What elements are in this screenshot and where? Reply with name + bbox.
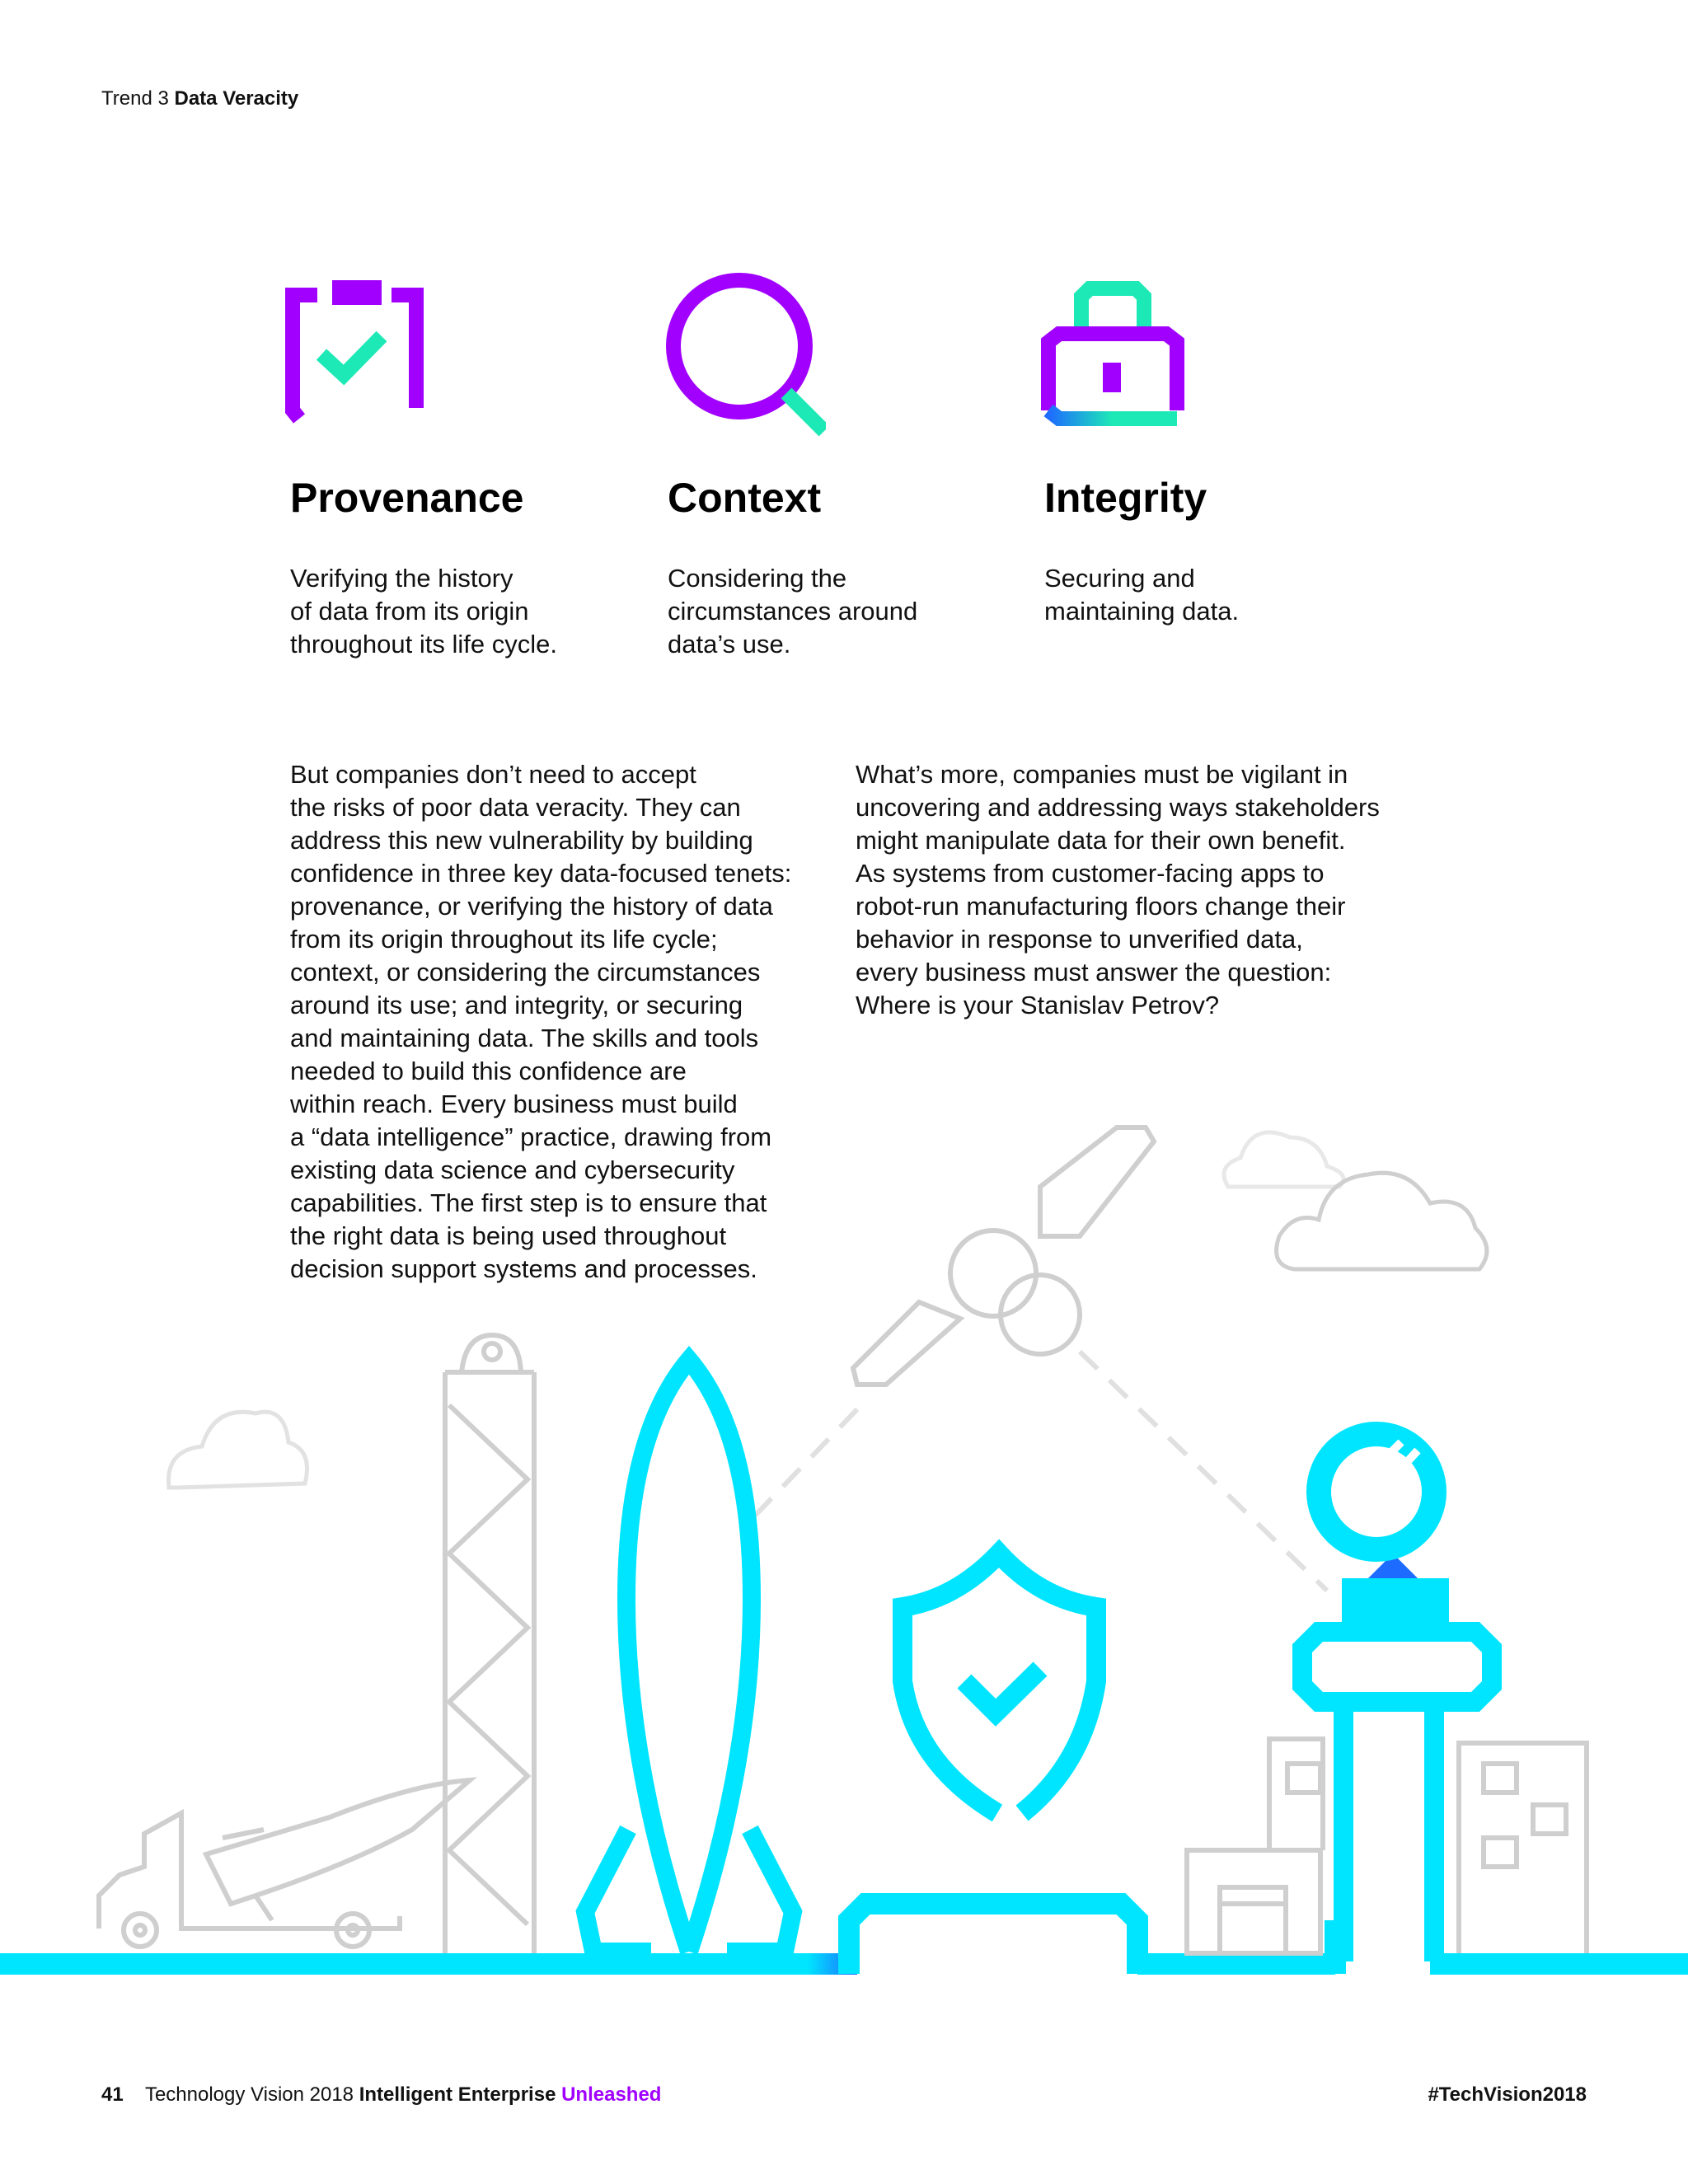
- magnifier-icon: [661, 272, 826, 445]
- trend-label: Trend 3: [101, 87, 169, 110]
- footer-left: [101, 2083, 661, 2107]
- cloud-icon: [1224, 1132, 1343, 1187]
- body-column-right: What’s more, companies must be vigilant in uncovering and addressing ways stakeholders might manipulate data for their own benefit. As systems from customer-facing apps to robot-run manufacturing floors change their behavior in response to unverified data, every business must answer the question: Where is your Stanislav Petrov?: [856, 760, 1380, 1019]
- running-header: [101, 87, 298, 110]
- tenet-title-integrity: Integrity: [1044, 475, 1207, 521]
- publication-title: Intelligent Enterprise: [359, 2083, 556, 2106]
- signal-dash-right: [1080, 1352, 1327, 1591]
- tenet-desc-context: Considering the circumstances around data’s use.: [668, 564, 918, 658]
- rocket-icon: [585, 1360, 793, 1952]
- building-icon: [1187, 1739, 1587, 1953]
- cloud-icon: [169, 1412, 307, 1488]
- clipboard-check-icon: [284, 272, 449, 445]
- illustration-launch-scene: [0, 1104, 1688, 1994]
- body-column-left: But companies don’t need to accept the risks of poor data veracity. They can address this new vulnerability by building confidence in three key data-focused tenets: provenance, or verifying the history of data from its origin throughout its life cycle; context, or considering the circumstances around its use; and integrity, or securing and maintaining data. The skills and tools needed to build this confidence are within reach. Every business must build a “data intelligence” practice, drawing from existing data science and cybersecurity capabilities. The first step is to ensure that the right data is being used throughout decision support systems and processes.: [290, 760, 792, 1283]
- shield-check-icon: [903, 1554, 1096, 1813]
- page-number: 41: [101, 2083, 124, 2106]
- radar-tower-icon: [1302, 1434, 1492, 1961]
- tenet-desc-integrity: Securing and maintaining data.: [1044, 564, 1240, 626]
- tenet-title-context: Context: [668, 475, 822, 521]
- launch-tower: [445, 1335, 534, 1957]
- ground-line: [0, 1953, 857, 1975]
- tenet-desc-provenance: Verifying the history of data from its origin throughout its life cycle.: [290, 564, 557, 658]
- publication-name: Technology Vision 2018: [144, 2083, 354, 2106]
- signal-dash-left: [754, 1409, 857, 1516]
- section-title: Data Veracity: [174, 87, 299, 110]
- missile-truck: [99, 1780, 470, 1947]
- publication-title-accent: Unleashed: [561, 2083, 662, 2106]
- tenet-title-provenance: Provenance: [290, 475, 524, 521]
- satellite-icon: [853, 1127, 1154, 1385]
- padlock-icon: [1039, 272, 1203, 445]
- footer-hashtag: #TechVision2018: [1428, 2083, 1587, 2106]
